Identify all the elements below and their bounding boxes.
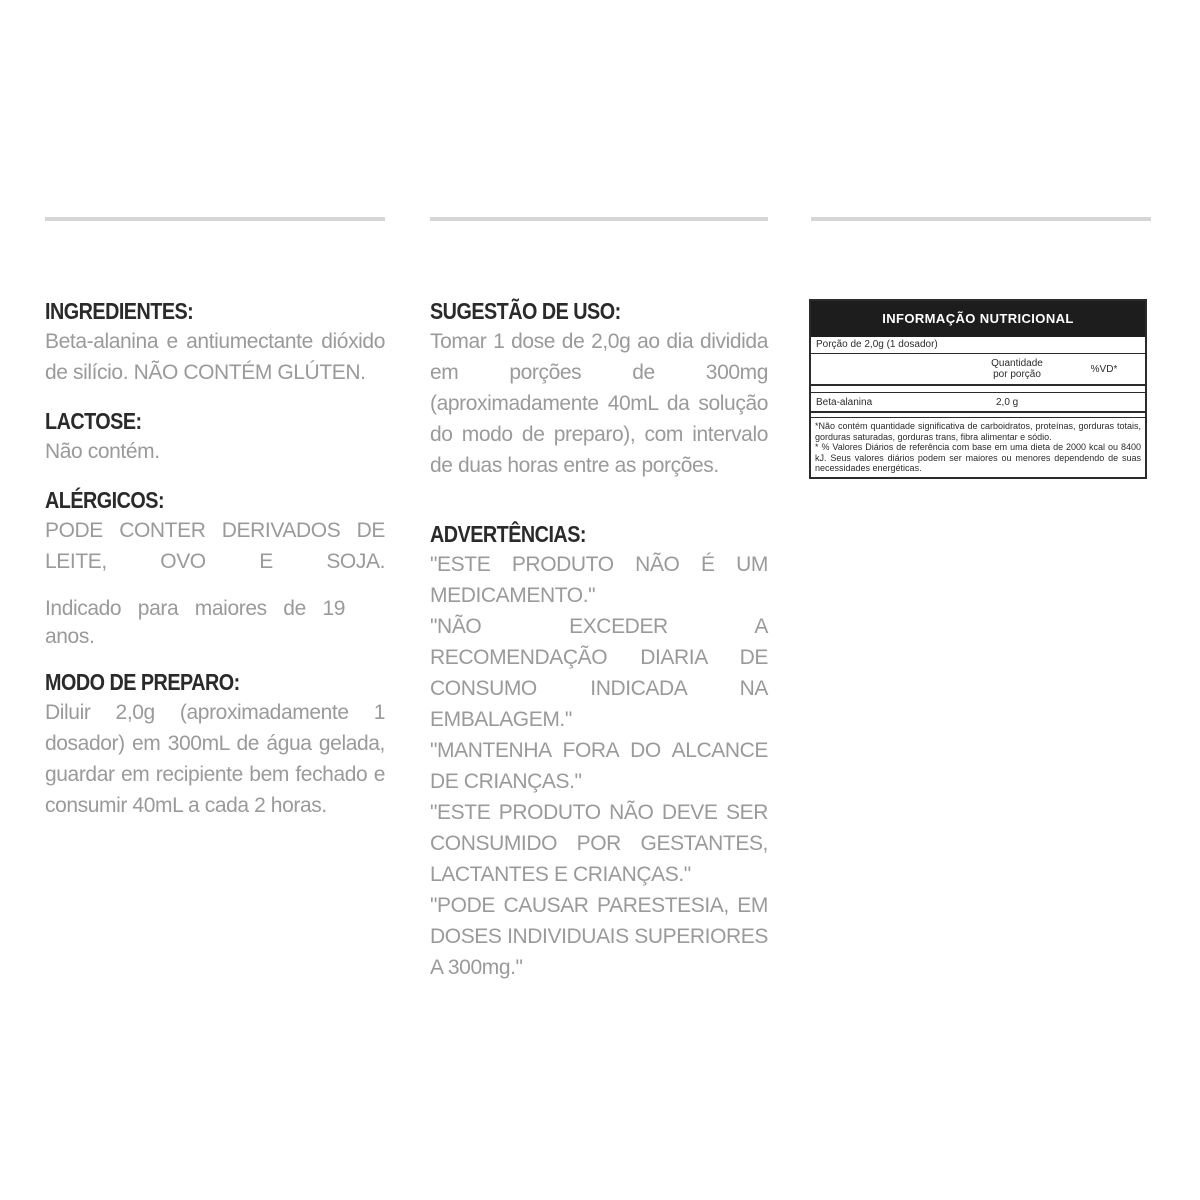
nutrition-serving: Porção de 2,0g (1 dosador) [811,337,1145,354]
nutrition-header-row [811,354,1145,386]
usage-text: Tomar 1 dose de 2,0g ao dia dividida em porções de 300mg (aproximadamente 40mL da solução do modo de preparo), com intervalo de duas horas entre as porções. [430,330,768,477]
nutrition-note-1: *Não contém quantidade significativa de carboidratos, proteínas, gorduras totais, gorduras saturadas, gorduras trans, fibra alimentar e sódio. [815,421,1141,442]
column-left [45,296,385,843]
warning-item: "ESTE PRODUTO NÃO É UM MEDICAMENTO." [430,553,768,607]
divider-rule-right [811,217,1151,221]
quantity-header-line1: Quantidade [991,358,1043,369]
divider-rule-middle [430,217,768,221]
ingredients-heading: INGREDIENTES: [45,298,194,324]
warning-item: "ESTE PRODUTO NÃO DEVE SER CONSUMIDO POR GESTANTES, LACTANTES E CRIANÇAS." [430,801,768,886]
nutrition-table [809,299,1147,479]
warning-item: "PODE CAUSAR PARESTESIA, EM DOSES INDIVIDUAIS SUPERIORES A 300mg." [430,894,768,979]
warnings-section [430,519,768,983]
divider-rule-left [45,217,385,221]
age-indication-text: Indicado para maiores de 19 anos. [45,597,345,648]
nutrition-title: INFORMAÇÃO NUTRICIONAL [811,301,1145,337]
ingredients-text: Beta-alanina e antiumectante dióxido de silício. NÃO CONTÉM GLÚTEN. [45,330,385,384]
nutrition-dv-header: %VD* [1090,363,1118,375]
column-middle [430,296,768,1005]
nutrition-quantity-header [971,358,1063,380]
nutrient-name: Beta-alanina [816,396,873,408]
warnings-heading: ADVERTÊNCIAS: [430,521,586,547]
preparation-section [45,667,385,821]
allergens-section [45,485,385,651]
lactose-text: Não contém. [45,440,160,463]
ingredients-section [45,296,385,388]
nutrient-amount: 2,0 g [996,396,1019,408]
preparation-text: Diluir 2,0g (aproximadamente 1 dosador) em 300mL de água gelada, guardar em recipiente bem fechado e consumir 40mL a cada 2 horas. [45,701,385,817]
preparation-heading: MODO DE PREPARO: [45,669,240,695]
allergens-heading: ALÉRGICOS: [45,487,165,513]
nutrition-note-2: * % Valores Diários de referência com base em uma dieta de 2000 kcal ou 8400 kJ. Seus valores diários podem ser maiores ou menores dependendo de suas necessidades energéticas. [815,442,1141,473]
warning-item: "MANTENHA FORA DO ALCANCE DE CRIANÇAS." [430,739,768,793]
quantity-header-line2: por porção [993,369,1041,380]
usage-heading: SUGESTÃO DE USO: [430,298,621,324]
lactose-section [45,406,385,467]
nutrition-notes [811,418,1145,477]
warning-item: "NÃO EXCEDER A RECOMENDAÇÃO DIARIA DE CONSUMO INDICADA NA EMBALAGEM." [430,615,768,731]
lactose-heading: LACTOSE: [45,408,142,434]
usage-section [430,296,768,481]
nutrition-row [811,393,1145,413]
allergens-text: PODE CONTER DERIVADOS DE LEITE, OVO E SOJA. [45,519,385,573]
